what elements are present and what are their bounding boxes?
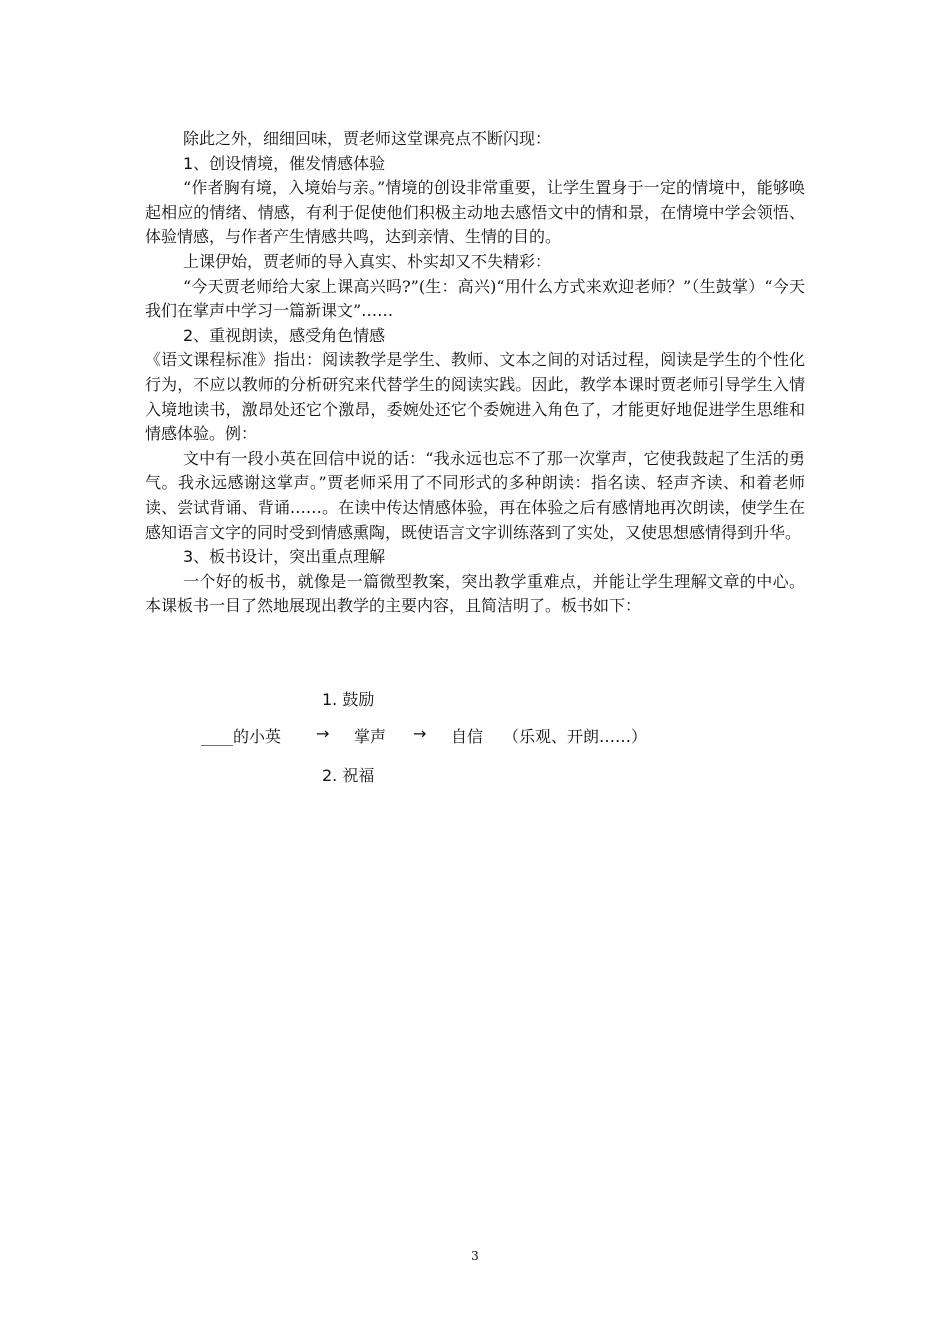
section-heading-2: 2、重视朗读，感受角色情感 <box>183 325 386 345</box>
board-subject-blank: ____的小英 <box>201 727 282 746</box>
paragraph-reading-example: 文中有一段小英在回信中说的话：“我永远也忘不了那一次掌声，它使我鼓起了生活的勇气。我永远感谢这掌声。”贾老师采用了不同形式的多种朗读：指名读、轻声齐读、和着老师读、尝试背诵、背诵……。在读中传达情感体验，再在体验之后有感情地再次朗读，使学生在感知语言文字的同时受到情感熏陶，既使语言文字训练落到了实处，又使思想感情得到升华。 <box>145 448 805 542</box>
section-heading-1: 1、创设情境，催发情感体验 <box>183 153 386 173</box>
page-number: 3 <box>471 1249 479 1263</box>
board-traits: （乐观、开朗……） <box>503 727 648 746</box>
arrow-right-icon: → <box>413 724 427 743</box>
arrow-right-icon: → <box>316 724 330 743</box>
board-confidence: 自信 <box>451 727 484 746</box>
board-item-blessing: 2. 祝福 <box>322 766 375 785</box>
paragraph-board-design: 一个好的板书，就像是一篇微型教案，突出教学重难点，并能让学生理解文章的中心。本课板书一目了然地展现出教学的主要内容，且简洁明了。板书如下： <box>145 571 805 616</box>
paragraph-lesson-start: 上课伊始，贾老师的导入真实、朴实却又不失精彩： <box>183 251 552 271</box>
paragraph-intro: 除此之外，细细回味，贾老师这堂课亮点不断闪现： <box>183 129 552 148</box>
board-applause: 掌声 <box>354 727 387 746</box>
paragraph-situation: “作者胸有境，入境始与亲。”情境的创设非常重要，让学生置身于一定的情境中，能够唤起相应的情绪、情感，有利于促使他们积极主动地去感悟文中的情和景，在情境中学会领悟、体验情感，与作者产生情感共鸣，达到亲情、生情的目的。 <box>145 178 805 247</box>
board-item-encourage: 1. 鼓励 <box>322 690 375 709</box>
paragraph-curriculum-standard: 《语文课程标准》指出：阅读教学是学生、教师、文本之间的对话过程，阅读是学生的个性化行为，不应以教师的分析研究来代替学生的阅读实践。因此，教学本课时贾老师引导学生入情入境地读书，激昂处还它个激昂，委婉处还它个委婉进入角色了，才能更好地促进学生思维和情感体验。例： <box>145 350 805 444</box>
section-heading-3: 3、板书设计，突出重点理解 <box>183 547 386 567</box>
document-body <box>145 127 805 619</box>
paragraph-dialogue: “今天贾老师给大家上课高兴吗?”(生：高兴)“用什么方式来欢迎老师？”（生鼓掌）“今天我们在掌声中学习一篇新课文”…… <box>145 276 805 321</box>
